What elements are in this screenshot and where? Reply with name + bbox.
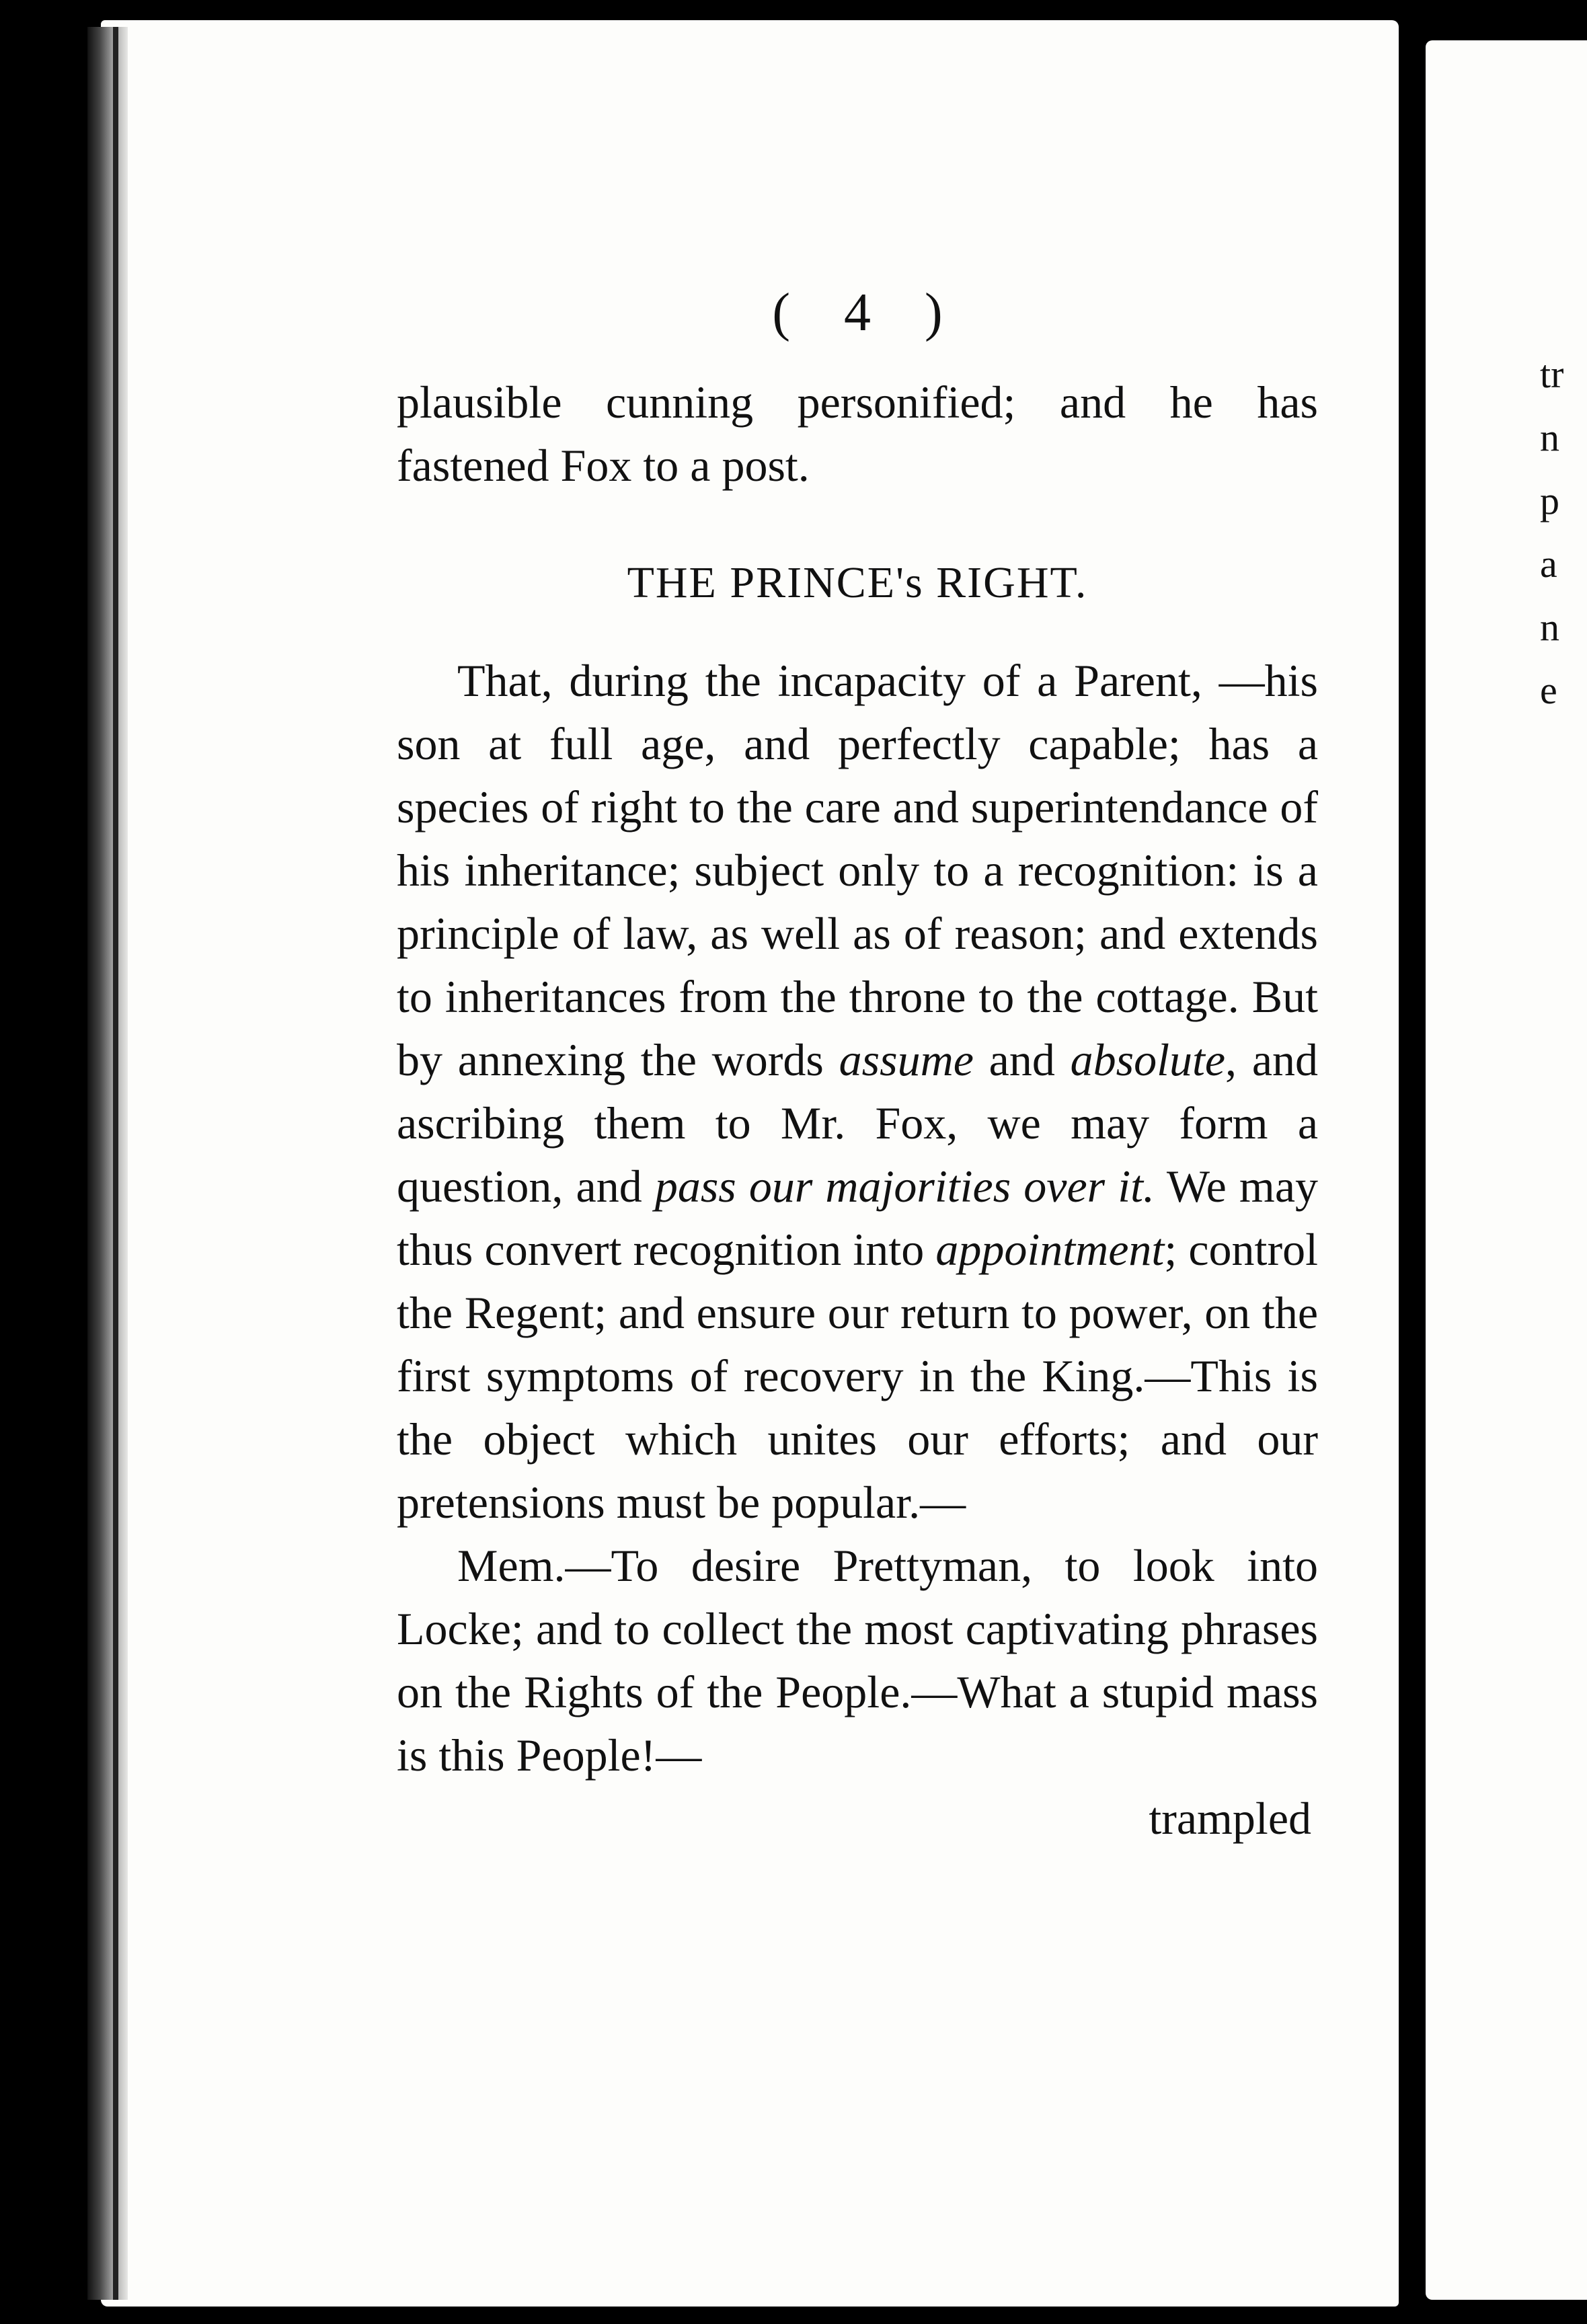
facing-fragment: a (1540, 542, 1557, 586)
italic-phrase: pass our majorities over it. (654, 1161, 1155, 1212)
facing-fragment: n (1540, 416, 1559, 459)
facing-fragment: tr (1540, 352, 1564, 396)
facing-fragment: e (1540, 668, 1557, 712)
italic-word: appointment (935, 1224, 1165, 1275)
catchword: trampled (1149, 1793, 1311, 1844)
main-paragraph (397, 649, 1318, 1534)
gutter-shadow (113, 27, 118, 2300)
page-gutter (87, 27, 128, 2300)
facing-page-fragments (1540, 343, 1563, 722)
italic-word: absolute (1070, 1034, 1226, 1085)
page-content (397, 282, 1318, 1850)
main-text: We may thus convert recognition into (397, 1161, 1318, 1275)
main-text: and (973, 1034, 1071, 1085)
main-text: ; control the Regent; and ensure our return to power, on the first symptoms of recovery in the King.—This is the object which unites our efforts; and our pretensions must be popular.— (397, 1224, 1318, 1528)
main-text: That, during the incapacity of a Parent, —his son at full age, and perfectly capable; has a species of right to the care and superintendance of his inheritance; subject only to a recognition: is a principle of law, as well as of reason; and extends to inheritances from the throne to the cottage. But by annexing the words (397, 655, 1318, 1085)
main-text: , and ascribing them to Mr. Fox, we may form a question, and (397, 1034, 1319, 1212)
opening-paragraph: plausible cunning personified; and he has fastened Fox to a post. (397, 377, 1318, 491)
page-number: ( 4 ) (772, 283, 963, 342)
facing-fragment: p (1540, 479, 1559, 522)
facing-fragment: n (1540, 605, 1559, 649)
memo-paragraph: Mem.—To desire Prettyman, to look into Locke; and to collect the most captivating phrases on the Rights of the People.—What a stupid mass is this People!— (397, 1540, 1318, 1781)
section-heading: THE PRINCE's RIGHT. (627, 558, 1088, 607)
italic-word: assume (839, 1034, 974, 1085)
